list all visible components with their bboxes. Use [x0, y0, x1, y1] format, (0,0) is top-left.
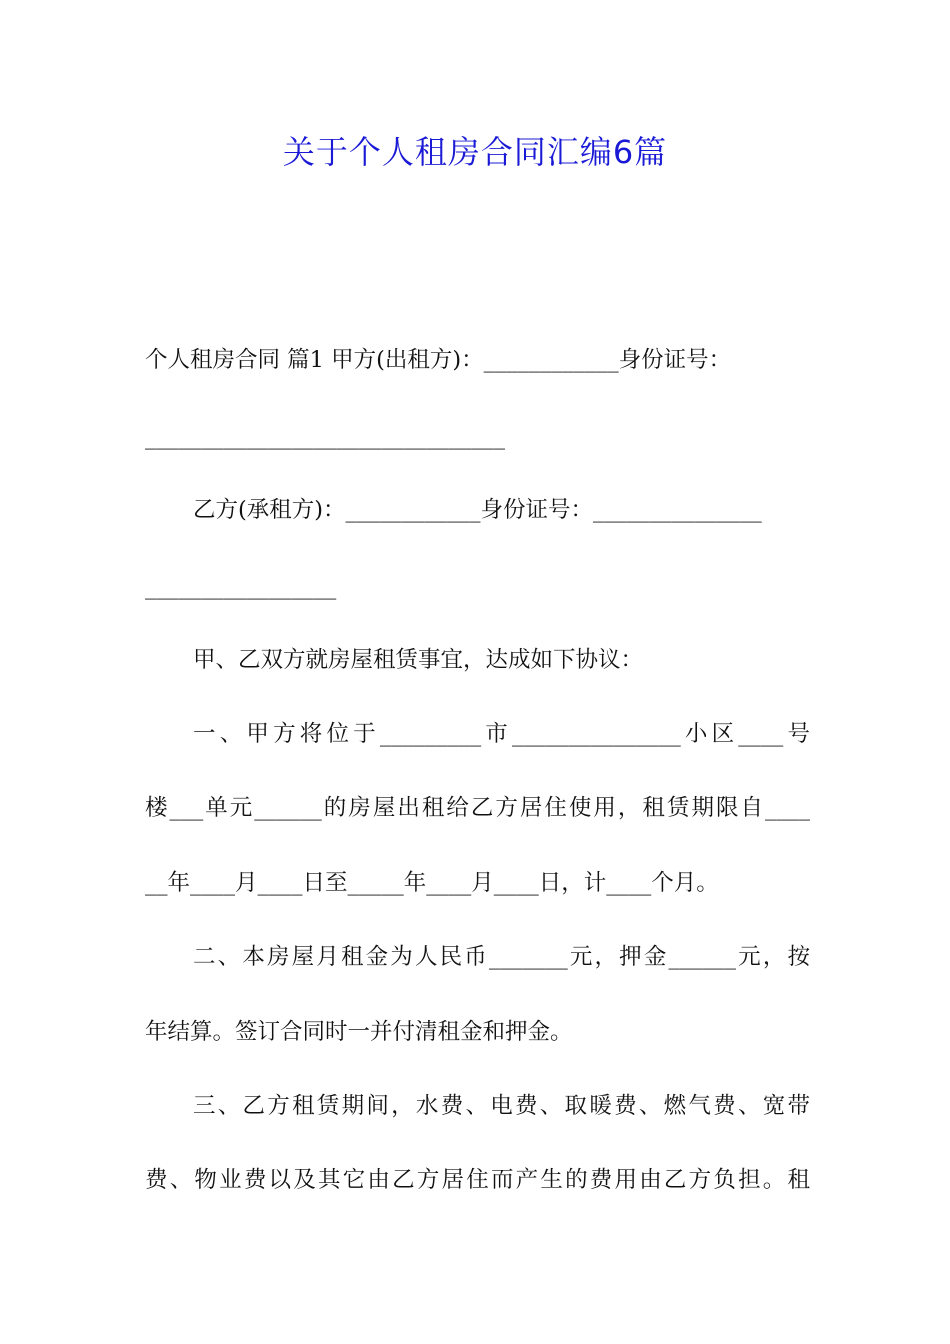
text-line-clause-3-a: 三、乙方租赁期间，水费、电费、取暖费、燃气费、宽带 [193, 1093, 810, 1119]
text-line-clause-1-b: 楼___单元______的房屋出租给乙方居住使用，租赁期限自____ [145, 795, 810, 821]
text-line-clause-1-c: __年____月____日至_____年____月____日，计____个月。 [145, 870, 719, 896]
text-line-party-b: 乙方(承租方)：____________身份证号：_______________ [193, 497, 762, 523]
text-line-contract-header: 个人租房合同 篇1 甲方(出租方)：____________身份证号： [145, 347, 732, 373]
text-line-id-blank: ________________________________ [145, 424, 505, 450]
text-line-clause-2-b: 年结算。签订合同时一并付清租金和押金。 [145, 1019, 573, 1045]
text-line-clause-1-a: 一、甲方将位于_________市_______________小区____号 [193, 721, 810, 747]
text-line-agreement-intro: 甲、乙双方就房屋租赁事宜，达成如下协议： [193, 647, 644, 673]
document-title: 关于个人租房合同汇编6篇 [282, 133, 668, 171]
text-line-clause-3-b: 费、物业费以及其它由乙方居住而产生的费用由乙方负担。租 [145, 1167, 810, 1193]
text-line-clause-2-a: 二、本房屋月租金为人民币_______元，押金______元，按 [193, 944, 810, 970]
text-line-id-blank-b: _________________ [145, 574, 337, 600]
